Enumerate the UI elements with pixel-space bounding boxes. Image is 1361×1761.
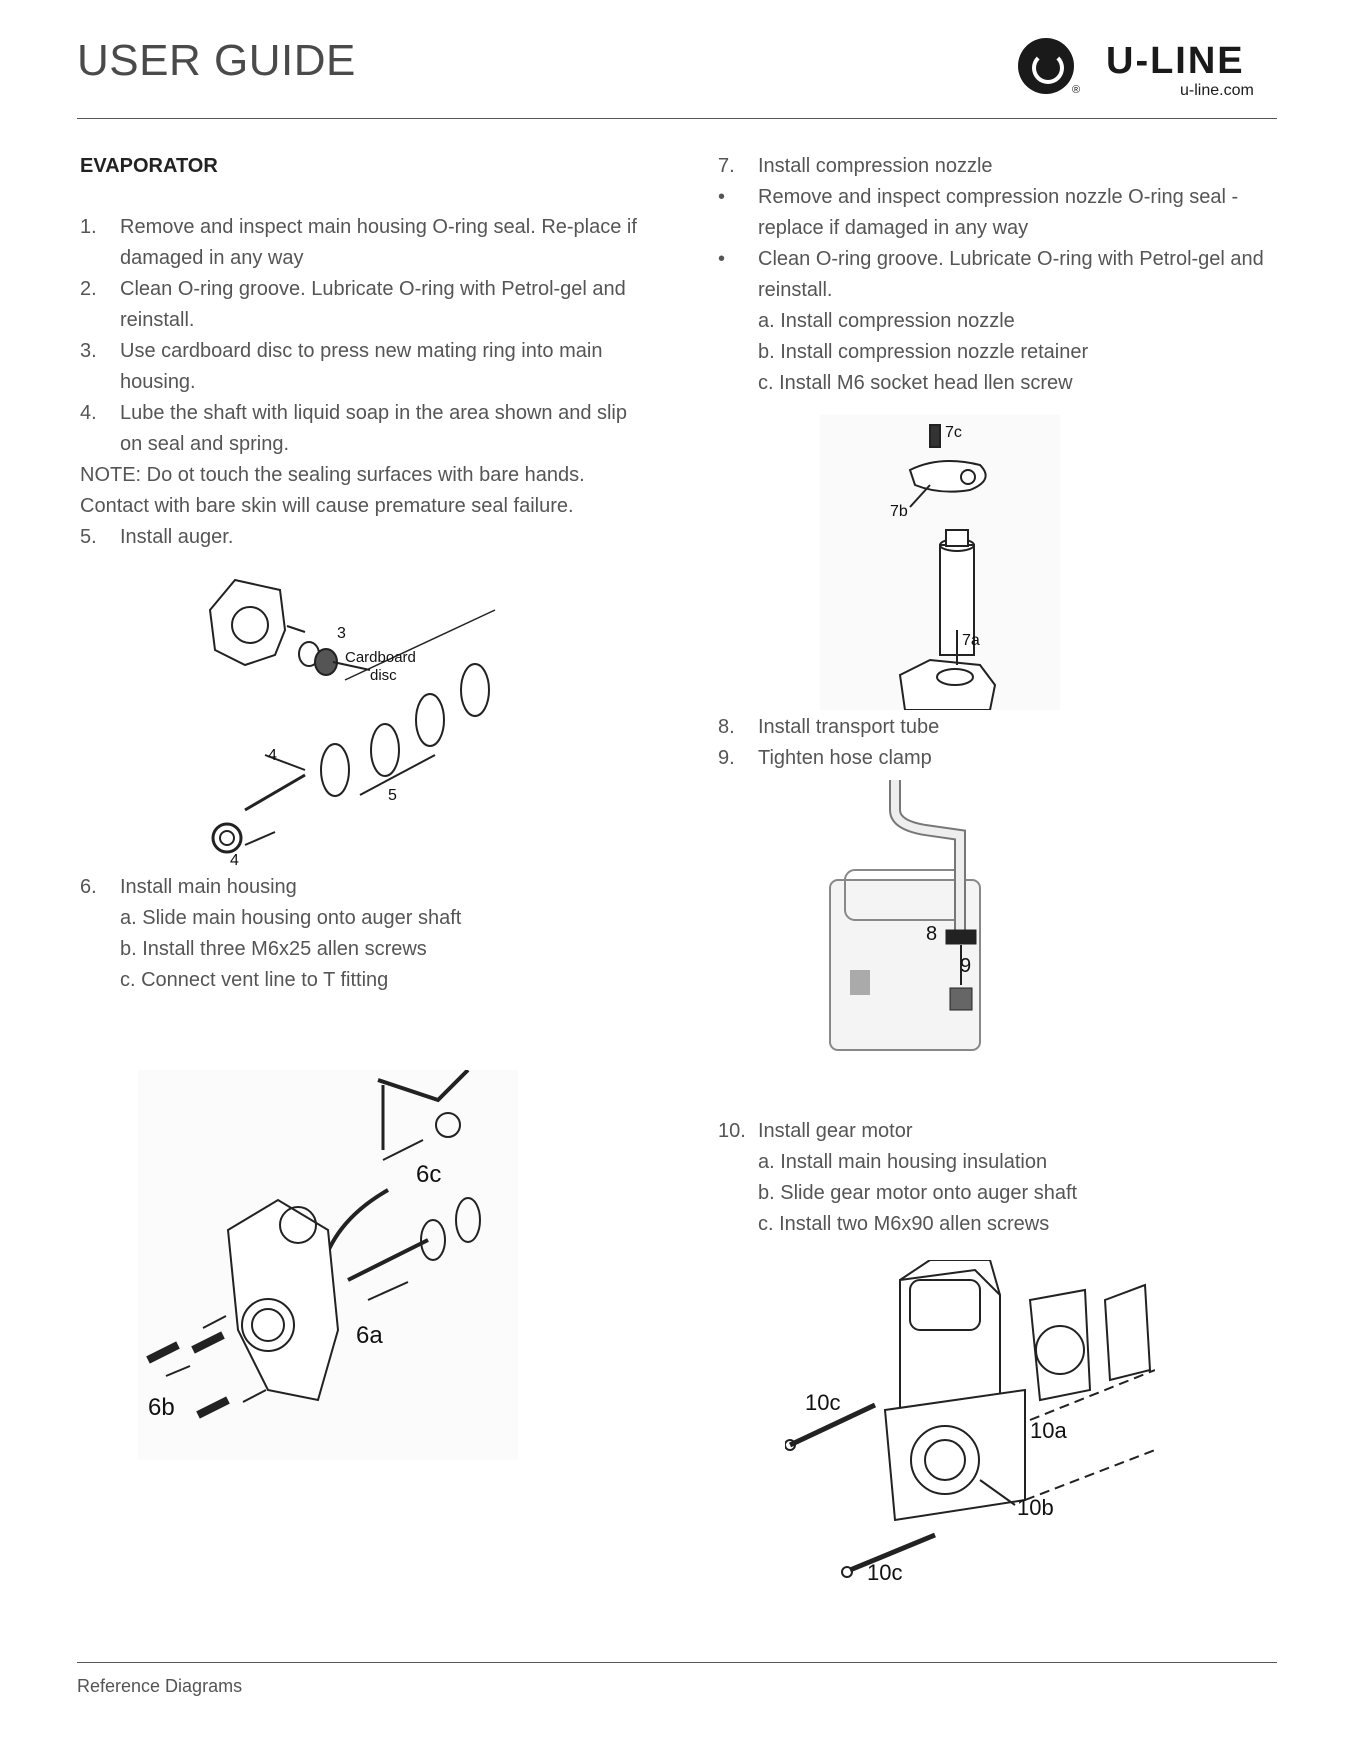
step-7b: b. Install compression nozzle retainer	[758, 341, 1089, 363]
label-10a: 10a	[1030, 1418, 1067, 1443]
label-6c: 6c	[416, 1161, 442, 1188]
step-text: Remove and inspect main housing O-ring seal. Re-place if damaged in any way	[120, 216, 637, 269]
step-6c: c. Connect vent line to T fitting	[120, 969, 389, 991]
note-text: NOTE: Do ot touch the sealing surfaces with bare hands. Contact with bare skin will cause premature seal failure.	[80, 464, 585, 517]
step-10b: b. Slide gear motor onto auger shaft	[758, 1182, 1078, 1204]
right-column-step-10	[718, 1116, 1278, 1240]
step-7	[718, 151, 1278, 182]
page-title: USER GUIDE	[77, 36, 356, 85]
step-7a: a. Install compression nozzle	[758, 310, 1015, 332]
label-5: 5	[388, 787, 397, 804]
label-6a: 6a	[356, 1322, 383, 1349]
label-disc: disc	[370, 667, 397, 684]
label-10c-top: 10c	[805, 1390, 841, 1415]
label-9: 9	[960, 955, 972, 977]
label-7c: 7c	[945, 424, 962, 441]
compression-nozzle-diagram	[820, 415, 1060, 710]
step-number: 5.	[80, 526, 97, 548]
gear-motor-diagram	[785, 1260, 1155, 1590]
step-4	[80, 398, 640, 460]
footer-rule	[77, 1662, 1277, 1663]
step-number: 3.	[80, 340, 97, 362]
step-text: Install transport tube	[758, 716, 940, 738]
label-4b: 4	[230, 852, 239, 869]
label-10c-bottom: 10c	[867, 1560, 903, 1585]
step-3	[80, 336, 640, 398]
step-8	[718, 712, 1278, 743]
label-cardboard: Cardboard	[345, 649, 416, 666]
bullet-1	[718, 182, 1278, 244]
bullet-2	[718, 244, 1278, 306]
bullet-text: Clean O-ring groove. Lubricate O-ring with Petrol-gel and reinstall.	[758, 248, 1264, 301]
step-number: 9.	[718, 747, 735, 769]
step-6b: b. Install three M6x25 allen screws	[120, 938, 427, 960]
logo-mark-icon	[1018, 38, 1074, 94]
step-5	[80, 522, 640, 553]
left-column-step-6	[80, 872, 640, 996]
right-column-step-7	[718, 151, 1278, 399]
main-housing-diagram	[138, 1070, 518, 1460]
section-heading: EVAPORATOR	[80, 155, 218, 177]
left-column	[80, 151, 640, 553]
label-7a: 7a	[962, 632, 980, 649]
step-10c: c. Install two M6x90 allen screws	[758, 1213, 1050, 1235]
label-10b: 10b	[1017, 1495, 1054, 1520]
label-3: 3	[337, 625, 346, 642]
logo-url: u-line.com	[1180, 82, 1254, 99]
step-number: 8.	[718, 716, 735, 738]
step-number: 10.	[718, 1120, 746, 1142]
step-text: Clean O-ring groove. Lubricate O-ring with Petrol-gel and reinstall.	[120, 278, 626, 331]
step-text: Install auger.	[120, 526, 234, 548]
header-rule	[77, 118, 1277, 119]
step-9	[718, 743, 1278, 774]
step-text: Tighten hose clamp	[758, 747, 932, 769]
step-text: Install main housing	[120, 876, 297, 898]
logo-text: U-LINE	[1106, 40, 1245, 82]
step-text: Install gear motor	[758, 1120, 913, 1142]
step-6a: a. Slide main housing onto auger shaft	[120, 907, 462, 929]
label-8: 8	[926, 923, 938, 945]
step-1	[80, 212, 640, 274]
step-2	[80, 274, 640, 336]
registered-mark: ®	[1072, 84, 1081, 96]
label-7b: 7b	[890, 503, 908, 520]
brand-logo	[1018, 36, 1278, 104]
step-10a: a. Install main housing insulation	[758, 1151, 1048, 1173]
bullet-icon: •	[718, 186, 726, 208]
step-7c: c. Install M6 socket head llen screw	[758, 372, 1073, 394]
step-6	[80, 872, 640, 903]
step-text: Install compression nozzle	[758, 155, 993, 177]
step-number: 4.	[80, 402, 97, 424]
bullet-icon: •	[718, 248, 726, 270]
step-text: Lube the shaft with liquid soap in the area shown and slip on seal and spring.	[120, 402, 628, 455]
step-number: 6.	[80, 876, 97, 898]
bullet-text: Remove and inspect compression nozzle O-ring seal - replace if damaged in any way	[758, 186, 1239, 239]
label-4a: 4	[268, 747, 277, 764]
label-6b: 6b	[148, 1394, 175, 1421]
step-number: 1.	[80, 216, 97, 238]
footer-text: Reference Diagrams	[77, 1676, 243, 1696]
step-number: 2.	[80, 278, 97, 300]
step-text: Use cardboard disc to press new mating ring into main housing.	[120, 340, 603, 393]
step-number: 7.	[718, 155, 735, 177]
auger-diagram	[205, 570, 505, 870]
step-10	[718, 1116, 1278, 1147]
right-column-steps-8-9	[718, 712, 1278, 774]
transport-tube-diagram	[820, 780, 1020, 1080]
